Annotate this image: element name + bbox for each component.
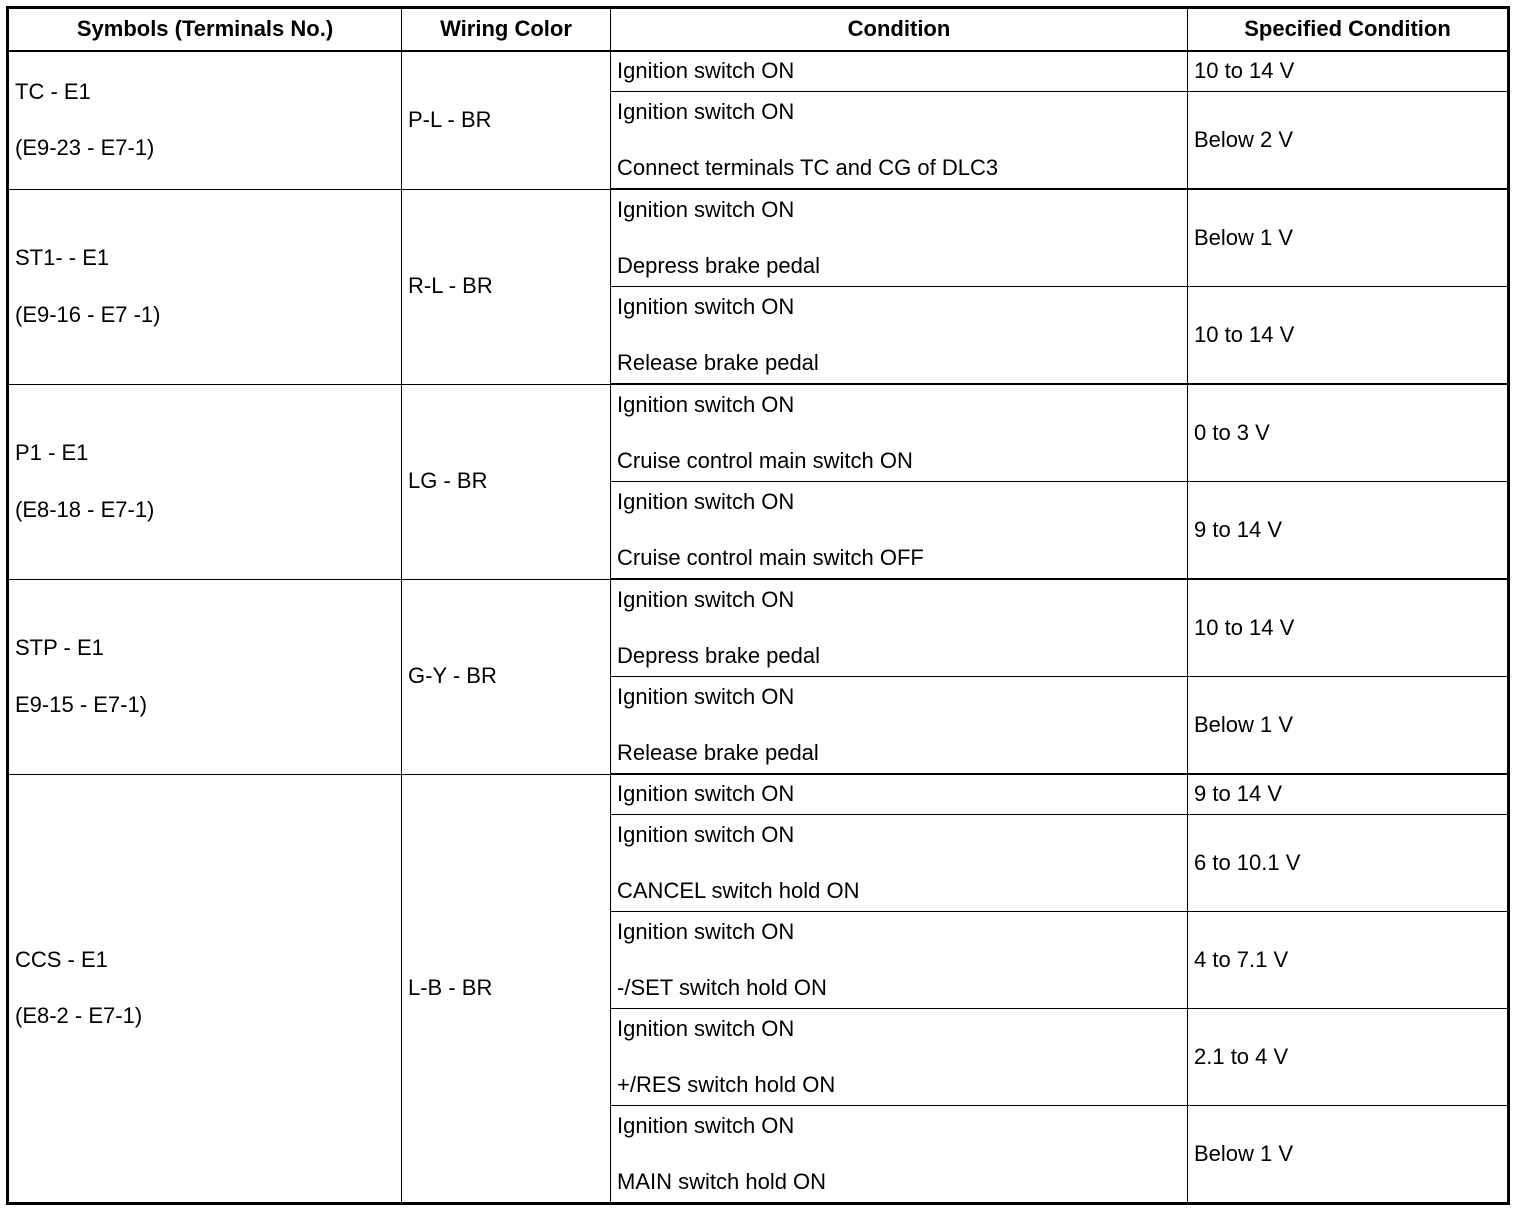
wiring-color-cell: LG - BR: [402, 384, 611, 579]
table-row: [8, 189, 1509, 287]
symbol-cell: [8, 384, 402, 579]
condition-cell: Ignition switch ON Connect terminals TC and CG of DLC3: [611, 92, 1188, 190]
terminal-numbers: (E8-2 - E7-1): [15, 1003, 143, 1029]
spec-cell: 9 to 14 V: [1188, 482, 1509, 580]
spec-cell: 2.1 to 4 V: [1188, 1009, 1509, 1106]
table-header: [8, 8, 1509, 52]
symbol-name: P1 - E1: [15, 440, 89, 466]
symbol-name: TC - E1: [15, 78, 91, 104]
header-condition: Condition: [611, 8, 1188, 52]
header-wiring-color: Wiring Color: [402, 8, 611, 52]
header-row: [8, 8, 1509, 52]
spec-cell: 10 to 14 V: [1188, 287, 1509, 385]
spec-cell: 0 to 3 V: [1188, 384, 1509, 482]
table-row: [8, 51, 1509, 92]
symbol-cell: [8, 51, 402, 189]
symbol-name: CCS - E1: [15, 946, 108, 972]
spec-cell: Below 1 V: [1188, 1106, 1509, 1204]
terminal-numbers: (E8-18 - E7-1): [15, 496, 155, 522]
spec-cell: 4 to 7.1 V: [1188, 912, 1509, 1009]
symbol-name: ST1- - E1: [15, 245, 110, 271]
symbol-cell: [8, 189, 402, 384]
table-body: [8, 51, 1509, 1204]
condition-cell: Ignition switch ON +/RES switch hold ON: [611, 1009, 1188, 1106]
spec-cell: 10 to 14 V: [1188, 51, 1509, 92]
condition-cell: Ignition switch ON Release brake pedal: [611, 287, 1188, 385]
wiring-color-cell: R-L - BR: [402, 189, 611, 384]
symbol-cell: [8, 579, 402, 774]
spec-cell: Below 2 V: [1188, 92, 1509, 190]
header-symbols: Symbols (Terminals No.): [8, 8, 402, 52]
terminal-numbers: E9-15 - E7-1): [15, 691, 148, 717]
spec-cell: Below 1 V: [1188, 189, 1509, 287]
terminal-voltage-table: [6, 6, 1510, 1205]
condition-cell: Ignition switch ON Depress brake pedal: [611, 579, 1188, 677]
symbol-name: STP - E1: [15, 635, 104, 661]
condition-cell: Ignition switch ON Release brake pedal: [611, 677, 1188, 775]
terminal-numbers: (E9-16 - E7 -1): [15, 301, 161, 327]
condition-cell: Ignition switch ON Depress brake pedal: [611, 189, 1188, 287]
condition-cell: Ignition switch ON CANCEL switch hold ON: [611, 815, 1188, 912]
table-row: [8, 384, 1509, 482]
table-row: [8, 774, 1509, 815]
spec-cell: 9 to 14 V: [1188, 774, 1509, 815]
wiring-color-cell: G-Y - BR: [402, 579, 611, 774]
spec-cell: 10 to 14 V: [1188, 579, 1509, 677]
spec-cell: Below 1 V: [1188, 677, 1509, 775]
header-specified-condition: Specified Condition: [1188, 8, 1509, 52]
terminal-numbers: (E9-23 - E7-1): [15, 135, 155, 161]
wiring-color-cell: P-L - BR: [402, 51, 611, 189]
condition-cell: Ignition switch ON MAIN switch hold ON: [611, 1106, 1188, 1204]
condition-cell: Ignition switch ON Cruise control main switch OFF: [611, 482, 1188, 580]
wiring-color-cell: L-B - BR: [402, 774, 611, 1204]
condition-cell: Ignition switch ON Cruise control main switch ON: [611, 384, 1188, 482]
condition-cell: Ignition switch ON -/SET switch hold ON: [611, 912, 1188, 1009]
symbol-cell: [8, 774, 402, 1204]
table-row: [8, 579, 1509, 677]
spec-cell: 6 to 10.1 V: [1188, 815, 1509, 912]
condition-cell: Ignition switch ON: [611, 774, 1188, 815]
condition-cell: Ignition switch ON: [611, 51, 1188, 92]
